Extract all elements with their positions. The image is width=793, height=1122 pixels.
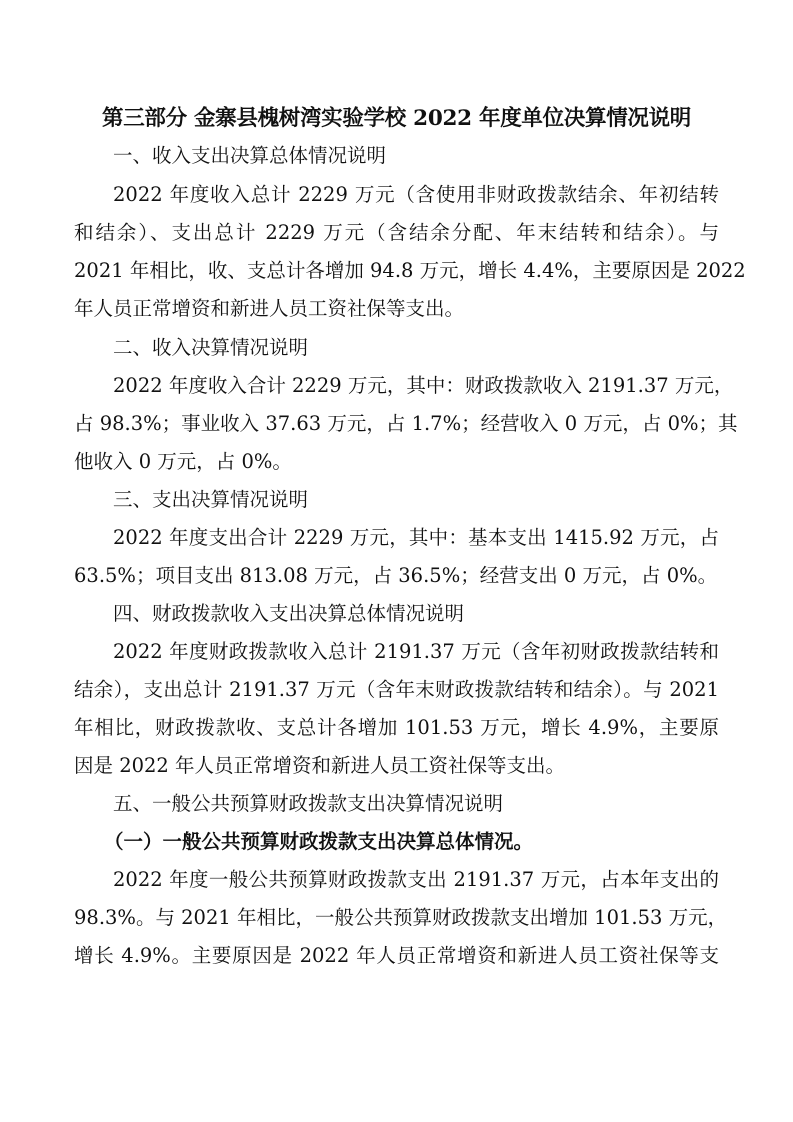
paragraph-line: 年人员正常增资和新进人员工资社保等支出。 xyxy=(74,297,465,320)
section-heading-4: 四、财政拨款收入支出决算总体情况说明 xyxy=(113,602,465,625)
paragraph-line: 2021 年相比，收、支总计各增加 94.8 万元，增长 4.4%，主要原因是 2022 xyxy=(74,259,746,282)
paragraph-line: 占 98.3%；事业收入 37.63 万元，占 1.7%；经营收入 0 万元，占 0%；其 xyxy=(74,412,738,435)
paragraph-line: 2022 年度财政拨款收入总计 2191.37 万元（含年初财政拨款结转和 xyxy=(113,640,719,663)
paragraph-line: 2022 年度收入总计 2229 万元（含使用非财政拨款结余、年初结转 xyxy=(113,183,719,206)
paragraph-line: 因是 2022 年人员正常增资和新进人员工资社保等支出。 xyxy=(74,754,566,777)
section-heading-1: 一、收入支出决算总体情况说明 xyxy=(113,144,387,167)
paragraph-line: 2022 年度收入合计 2229 万元，其中：财政拨款收入 2191.37 万元， xyxy=(113,374,734,397)
paragraph-line: 2022 年度一般公共预算财政拨款支出 2191.37 万元，占本年支出的 xyxy=(113,868,719,891)
section-heading-5: 五、一般公共预算财政拨款支出决算情况说明 xyxy=(113,792,504,815)
page-title: 第三部分 金寨县槐树湾实验学校 2022 年度单位决算情况说明 xyxy=(102,106,691,131)
subsection-heading: （一）一般公共预算财政拨款支出决算总体情况。 xyxy=(104,830,534,853)
paragraph-line: 63.5%；项目支出 813.08 万元，占 36.5%；经营支出 0 万元，占 0%。 xyxy=(74,564,718,587)
paragraph-line: 年相比，财政拨款收、支总计各增加 101.53 万元，增长 4.9%，主要原 xyxy=(74,716,719,739)
section-heading-2: 二、收入决算情况说明 xyxy=(113,336,309,359)
paragraph-line: 他收入 0 万元，占 0%。 xyxy=(74,450,292,473)
paragraph-line: 增长 4.9%。主要原因是 2022 年人员正常增资和新进人员工资社保等支 xyxy=(74,944,719,967)
paragraph-line: 98.3%。与 2021 年相比，一般公共预算财政拨款支出增加 101.53 万元， xyxy=(74,906,728,929)
paragraph-line: 2022 年度支出合计 2229 万元，其中：基本支出 1415.92 万元，占 xyxy=(113,526,719,549)
section-heading-3: 三、支出决算情况说明 xyxy=(113,488,309,511)
paragraph-line: 和结余）、支出总计 2229 万元（含结余分配、年末结转和结余）。与 xyxy=(74,221,719,244)
paragraph-line: 结余），支出总计 2191.37 万元（含年末财政拨款结转和结余）。与 2021 xyxy=(74,678,719,701)
